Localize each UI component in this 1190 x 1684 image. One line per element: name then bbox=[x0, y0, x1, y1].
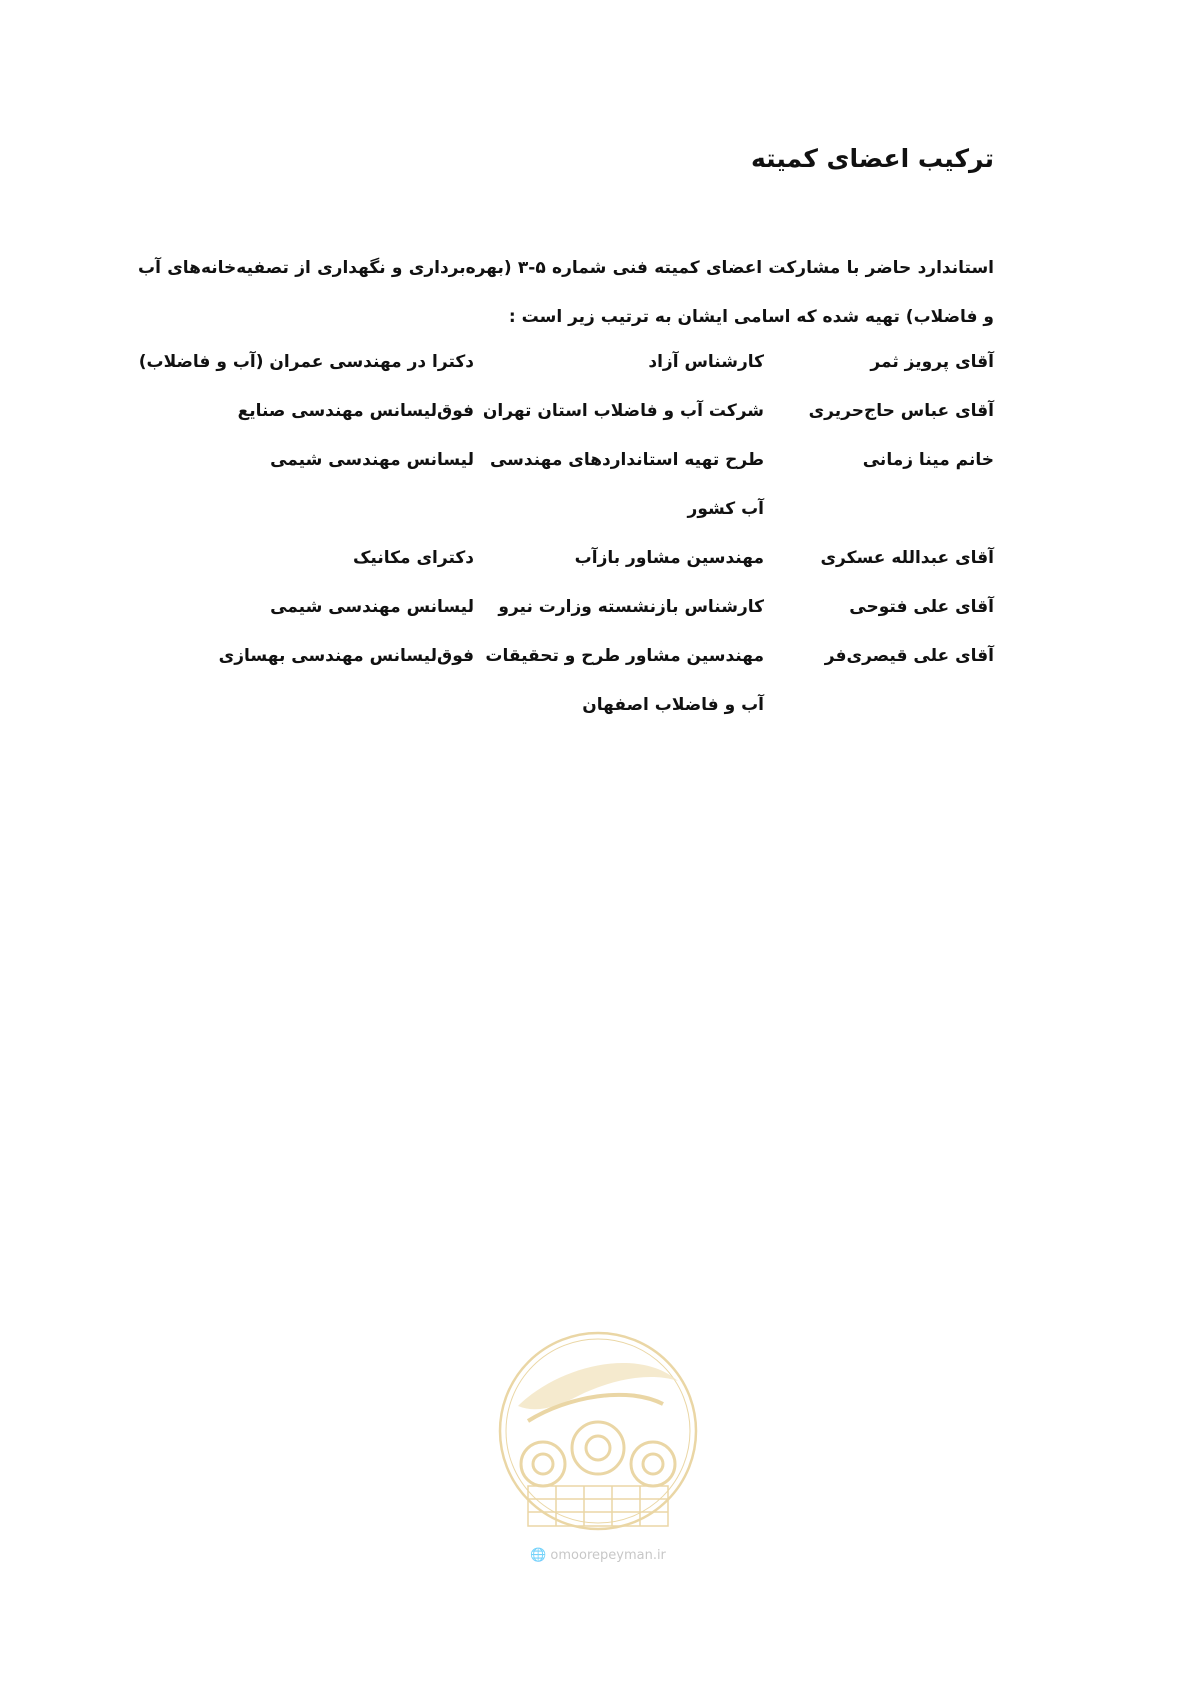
member-degree: فوق‌لیسانس مهندسی بهسازی bbox=[218, 646, 474, 666]
committee-members-list bbox=[138, 338, 994, 730]
member-degree: دکترا در مهندسی عمران (آب و فاضلاب) bbox=[138, 352, 474, 372]
page-title: ترکیب اعضای کمیته bbox=[750, 144, 994, 173]
member-affiliation: کارشناس آزاد bbox=[648, 352, 764, 372]
watermark-url bbox=[488, 1548, 708, 1563]
watermark-logo bbox=[488, 1326, 708, 1541]
member-affiliation: کارشناس بازنشسته وزارت نیرو bbox=[498, 597, 764, 617]
watermark-url-text: omoorepeyman.ir bbox=[550, 1548, 666, 1563]
member-row bbox=[138, 632, 994, 730]
member-name: خانم مینا زمانی bbox=[862, 450, 994, 470]
member-name: آقای عباس حاج‌حریری bbox=[808, 401, 994, 421]
member-affiliation: شرکت آب و فاضلاب استان تهران bbox=[482, 401, 764, 421]
watermark bbox=[488, 1326, 708, 1576]
member-affiliation: طرح تهیه استانداردهای مهندسی آب کشور bbox=[489, 450, 764, 519]
member-row bbox=[138, 534, 994, 583]
member-degree: لیسانس مهندسی شیمی bbox=[270, 597, 474, 617]
member-row bbox=[138, 436, 994, 534]
member-affiliation: مهندسین مشاور طرح و تحقیقات آب و فاضلاب اصفهان bbox=[485, 646, 764, 715]
member-affiliation: مهندسین مشاور بازآب bbox=[574, 548, 764, 568]
member-degree: فوق‌لیسانس مهندسی صنایع bbox=[237, 401, 474, 421]
member-row bbox=[138, 338, 994, 387]
intro-paragraph: استاندارد حاضر با مشارکت اعضای کمیته فنی شماره ۵-۳ (بهره‌برداری و نگهداری از تصفیه‌خانه‌های آب و فاضلاب) تهیه شده که اسامی ایشان به ترتیب زیر است : bbox=[138, 258, 994, 327]
member-degree: دکترای مکانیک bbox=[353, 548, 474, 568]
member-row bbox=[138, 583, 994, 632]
member-name: آقای پرویز ثمر bbox=[870, 352, 994, 372]
member-degree: لیسانس مهندسی شیمی bbox=[270, 450, 474, 470]
member-name: آقای علی فتوحی bbox=[849, 597, 994, 617]
member-name: آقای علی قیصری‌فر bbox=[824, 646, 994, 666]
globe-icon: 🌐 bbox=[530, 1548, 547, 1563]
member-name: آقای عبدالله عسکری bbox=[820, 548, 994, 568]
member-row bbox=[138, 387, 994, 436]
